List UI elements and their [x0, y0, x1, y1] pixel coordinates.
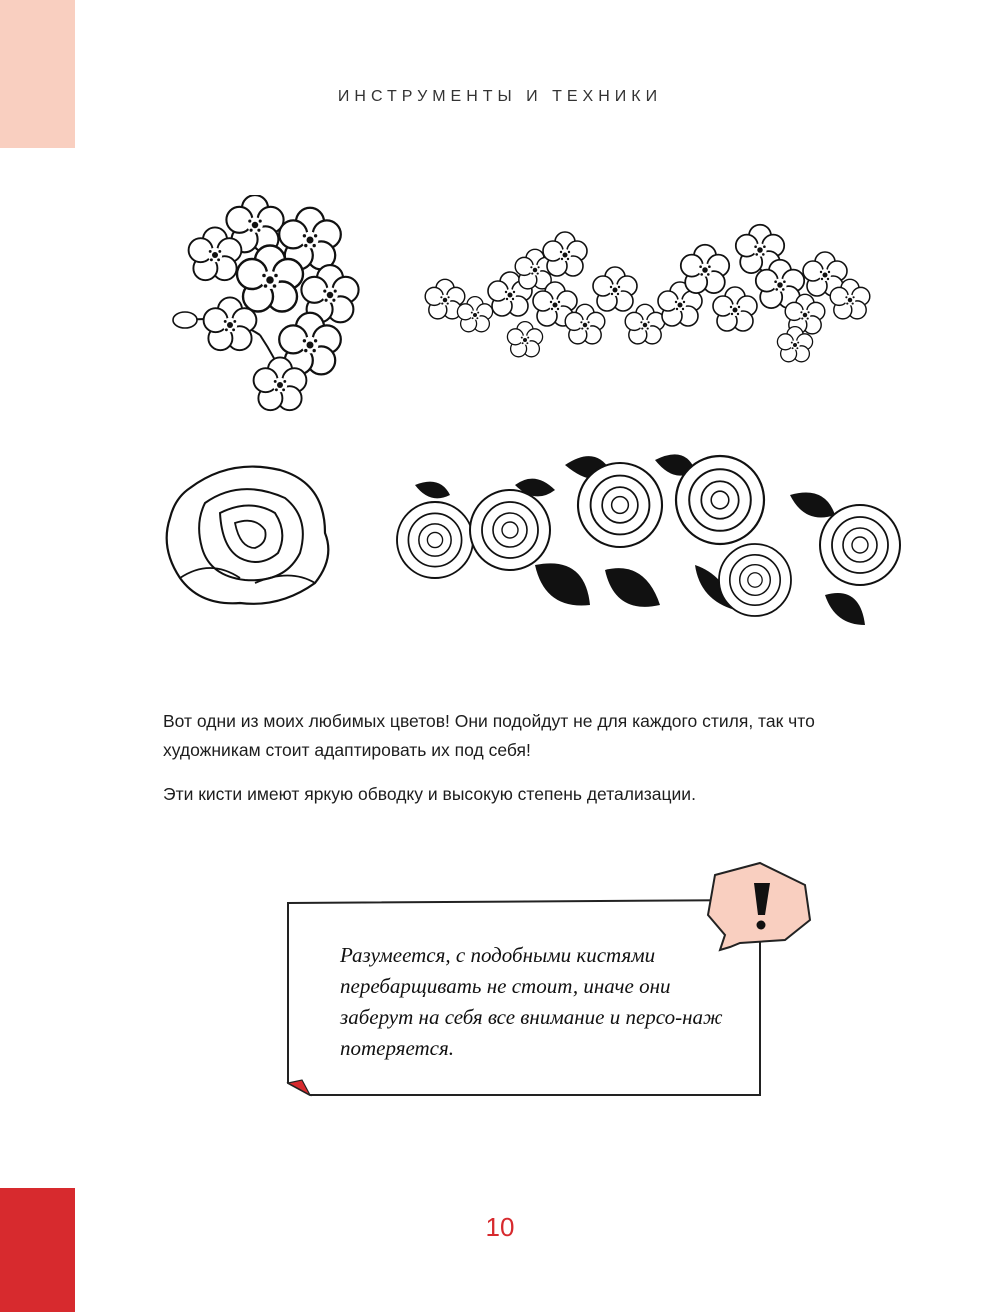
note-text: Разумеется, с подобными кистями перебарщивать не стоит, иначе они заберут на себя все внимание и персо-наж потеряется.: [340, 943, 723, 1060]
single-rose-icon: [160, 458, 340, 613]
page-number: 10: [485, 1212, 515, 1242]
exclamation-icon: [708, 863, 810, 950]
color-tab-top: [0, 0, 75, 148]
rose-garland-icon: [395, 445, 910, 635]
body-paragraph-2: Эти кисти имеют яркую обводку и высокую степень детализации.: [163, 784, 696, 804]
body-paragraph-1: Вот одни из моих любимых цветов! Они подойдут не для каждого стиля, так что художникам стоит адаптировать их под себя!: [163, 711, 815, 760]
cherry-blossom-garland-icon: [415, 215, 875, 375]
color-tab-bottom: [0, 1188, 75, 1312]
running-head: ИНСТРУМЕНТЫ И ТЕХНИКИ: [337, 88, 663, 105]
cherry-blossom-cluster-icon: [160, 195, 380, 420]
